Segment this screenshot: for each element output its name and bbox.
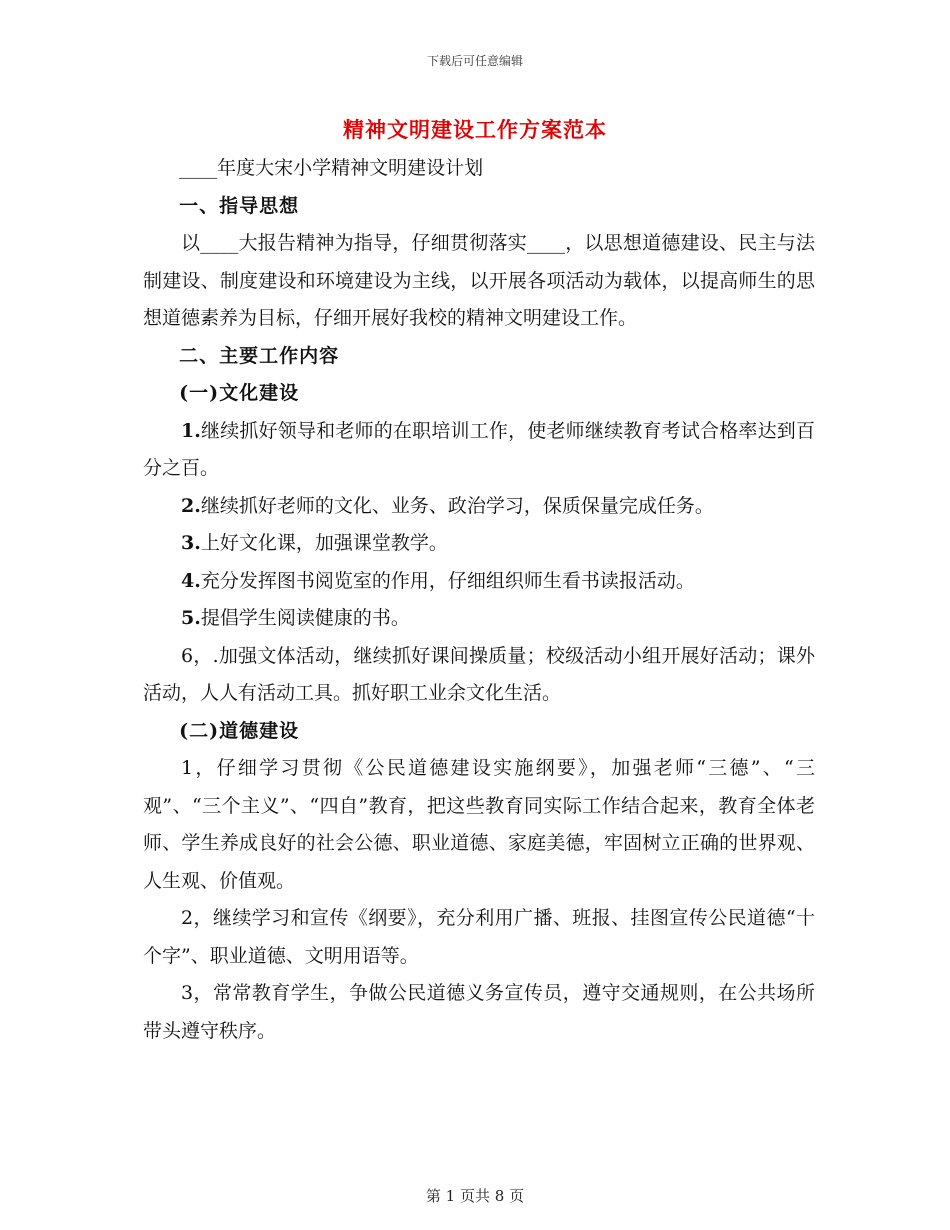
section-heading-main-work: 二、主要工作内容 bbox=[179, 344, 340, 367]
culture-item-6: 6，.加强文体活动，继续抓好课间操质量；校级活动小组开展好活动；课外活动，人人有活动工具。抓好职工业余文化生活。 bbox=[143, 644, 815, 704]
item-number: 5. bbox=[181, 607, 201, 629]
item-text: 继续抓好老师的文化、业务、政治学习，保质保量完成任务。 bbox=[200, 494, 714, 517]
paragraph-guiding-thought: 以____大报告精神为指导，仔细贯彻落实____，以思想道德建设、民主与法制建设、制度建设和环境建设为主线，以开展各项活动为载体，以提高师生的思想道德素养为目标，仔细开展好我校的精神文明建设工作。 bbox=[143, 232, 815, 329]
document-title: 精神文明建设工作方案范本 bbox=[343, 117, 607, 142]
culture-item-1 bbox=[143, 413, 815, 488]
item-text: 提倡学生阅读健康的书。 bbox=[200, 607, 410, 629]
item-text: 上好文化课，加强课堂教学。 bbox=[200, 532, 448, 554]
item-text: 继续抓好领导和老师的在职培训工作，使老师继续教育考试合格率达到百分之百。 bbox=[143, 419, 815, 479]
plan-subtitle: ____年度大宋小学精神文明建设计划 bbox=[179, 157, 484, 179]
page-footer: 第 1 页共 8 页 bbox=[425, 1187, 525, 1205]
subsection-heading-culture: (一)文化建设 bbox=[179, 382, 300, 404]
item-text: 充分发挥图书阅览室的作用，仔细组织师生看书读报活动。 bbox=[200, 569, 695, 592]
item-number: 2. bbox=[181, 494, 201, 517]
subsection-heading-morality: (二)道德建设 bbox=[179, 719, 300, 742]
section-heading-guiding-thought: 一、指导思想 bbox=[179, 194, 300, 217]
item-number: 1. bbox=[181, 419, 201, 442]
culture-item-4 bbox=[143, 563, 815, 601]
document-body bbox=[143, 150, 815, 1050]
morality-item-3: 3，常常教育学生，争做公民道德义务宣传员，遵守交通规则，在公共场所带头遵守秩序。 bbox=[143, 982, 815, 1042]
culture-item-5 bbox=[143, 600, 815, 638]
header-note: 下载后可任意编辑 bbox=[426, 54, 523, 68]
morality-item-1: 1，仔细学习贯彻《公民道德建设实施纲要》，加强老师“三德”、“三观”、“三个主义”、“四自”教育，把这些教育同实际工作结合起来，教育全体老师、学生养成良好的社会公德、职业道德、家庭美德，牢固树立正确的世界观、人生观、价值观。 bbox=[143, 757, 815, 892]
morality-item-2: 2，继续学习和宣传《纲要》，充分利用广播、班报、挂图宣传公民道德“十个字”、职业道德、文明用语等。 bbox=[143, 907, 815, 967]
item-number: 3. bbox=[181, 532, 201, 554]
culture-item-2 bbox=[143, 488, 815, 526]
culture-item-3 bbox=[143, 525, 815, 563]
item-number: 4. bbox=[181, 569, 201, 592]
